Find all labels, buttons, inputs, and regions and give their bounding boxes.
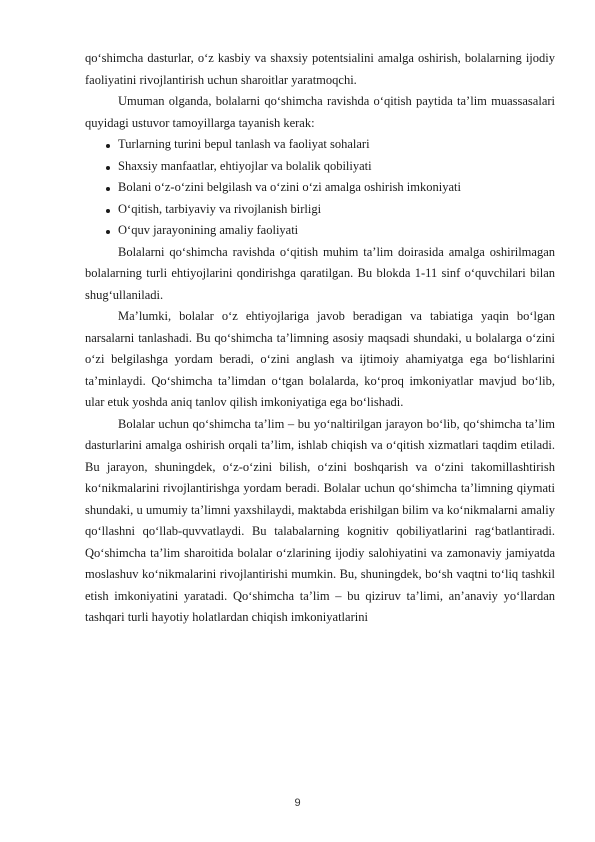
paragraph-definition: Bolalar uchun qo‘shimcha ta’lim – bu yo‘naltirilgan jarayon bo‘lib, qo‘shimcha ta’lim dasturlarini amalga oshirish orqali ta’lim, ishlab chiqish va o‘qitish xizmatlari taqdim etiladi. Bu jarayon, shuningdek, o‘z-o‘zini bilish, o‘zini boshqarish va o‘zini takomillashtirish ko‘nikmalarini rivojlantirishga yordam beradi. Bolalar uchun qo‘shimcha ta’limning qiymati shundaki, u umumiy ta’limni yaxshilaydi, maktabda erishilgan bilim va ko‘nikmalarni amaliy qo‘llashni qo‘llab-quvvatlaydi. Bu talabalarning kognitiv qobiliyatlarini rag‘batlantiradi. Qo‘shimcha ta’lim sharoitida bolalar o‘zlarining ijodiy salohiyatini va zamonaviy jamiyatda moslashuv ko‘nikmalarini rivojlantirishi mumkin. Bu, shuningdek, bo‘sh vaqtni to‘liq tashkil etish imkoniyatini yaratadi. Qo‘shimcha ta’lim – bu qiziruv ta’limi, an’anaviy yo‘llardan tashqari turli hayotiy holatlardan chiqish imkoniyatlarini [85,416,555,624]
paragraph-principles-intro: Umuman olganda, bolalarni qo‘shimcha ravishda o‘qitish paytida ta’lim muassasalari quyidagi ustuvor tamoyillarga tayanish kerak: [85,94,555,130]
list-item: Turlarning turini bepul tanlash va faoliyat sohalari [106,134,555,156]
list-item: Shaxsiy manfaatlar, ehtiyojlar va bolalik qobiliyati [106,156,555,178]
list-item: O‘quv jarayonining amaliy faoliyati [106,220,555,242]
paragraph-continuation: qo‘shimcha dasturlar, o‘z kasbiy va shaxsiy potentsialini amalga oshirish, bolalarning ijodiy faoliyatini rivojlantirish uchun sharoitlar yaratmoqchi. [85,51,555,87]
principles-list [85,134,555,242]
document-body [85,48,555,629]
list-item: Bolani o‘z-o‘zini belgilash va o‘zini o‘zi amalga oshirish imkoniyati [106,177,555,199]
paragraph-choice: Ma’lumki, bolalar o‘z ehtiyojlariga javob beradigan va tabiatiga yaqin bo‘lgan narsalarni tanlashadi. Bu qo‘shimcha ta’limning asosiy maqsadi shundaki, u bolalarga o‘zini o‘zi belgilashga yordam beradi, o‘zini anglash va ijtimoiy ahamiyatga ega bo‘lishlarini ta’minlaydi. Qo‘shimcha ta’limdan o‘tgan bolalarda, ko‘proq imkoniyatlar mavjud bo‘lib, ular etuk yoshda aniq tanlov qilish imkoniyatiga ega bo‘lishadi. [85,309,555,409]
page-number: 9 [294,797,301,809]
list-item: O‘qitish, tarbiyaviy va rivojlanish birligi [106,199,555,221]
paragraph-purpose: Bolalarni qo‘shimcha ravishda o‘qitish muhim ta’lim doirasida amalga oshirilmagan bolalarning turli ehtiyojlarini qondirishga qaratilgan. Bu blokda 1-11 sinf o‘quvchilari bilan shug‘ullaniladi. [85,244,555,302]
